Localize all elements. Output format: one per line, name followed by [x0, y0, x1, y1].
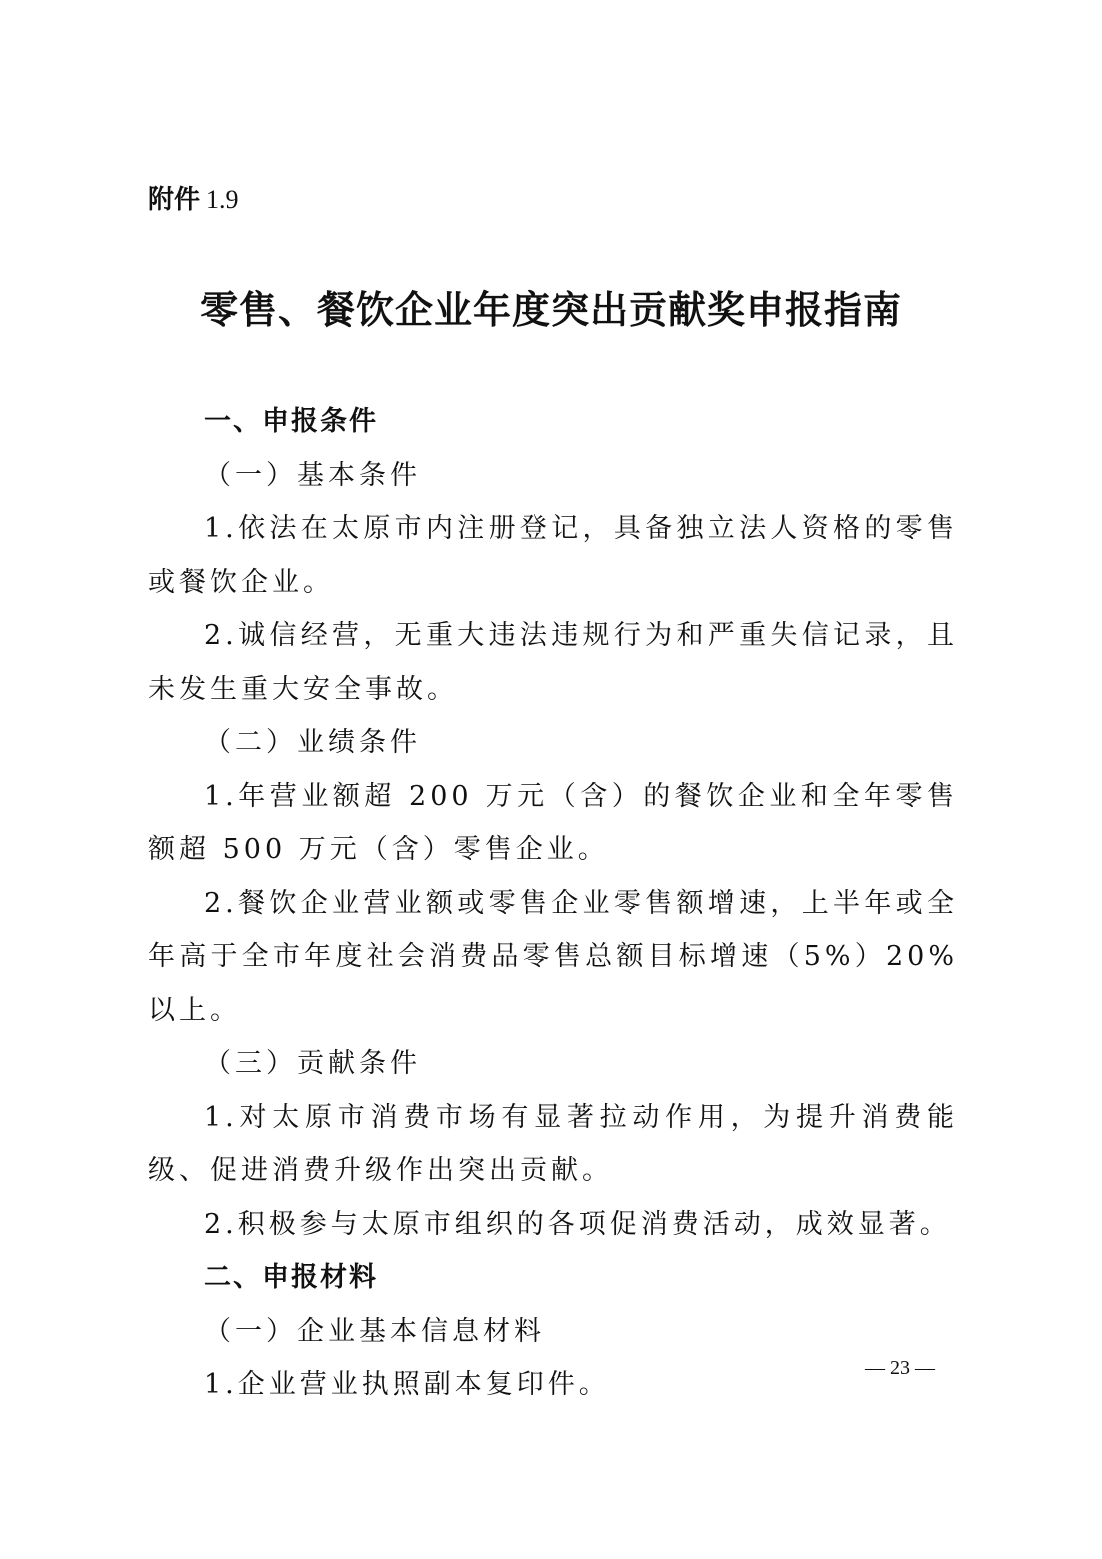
section-heading: 二、申报材料	[204, 1262, 378, 1293]
document-body	[148, 395, 958, 1412]
body-paragraph: 1.依法在太原市内注册登记，具备独立法人资格的零售或餐饮企业。	[148, 513, 958, 598]
subsection-heading: （三）贡献条件	[204, 1048, 421, 1079]
body-paragraph: 1.对太原市消费市场有显著拉动作用，为提升消费能级、促进消费升级作出突出贡献。	[148, 1101, 958, 1186]
subsection-heading: （一）企业基本信息材料	[204, 1315, 545, 1347]
attachment-label	[148, 180, 239, 220]
page-number: — 23 —	[865, 1357, 935, 1379]
attachment-number: 1.9	[206, 185, 239, 214]
section-heading: 一、申报条件	[204, 406, 378, 437]
body-paragraph: 2.积极参与太原市组织的各项促消费活动，成效显著。	[204, 1208, 951, 1240]
body-paragraph: 2.诚信经营，无重大违法违规行为和严重失信记录，且未发生重大安全事故。	[148, 620, 958, 705]
attachment-label-text: 附件	[148, 185, 201, 215]
document-title: 零售、餐饮企业年度突出贡献奖申报指南	[199, 287, 902, 332]
body-paragraph: 2.餐饮企业营业额或零售企业零售额增速，上半年或全年高于全市年度社会消费品零售总额目标增速（5%）20%以上。	[148, 887, 958, 1026]
body-paragraph: 1.企业营业执照副本复印件。	[204, 1369, 610, 1400]
subsection-heading: （一）基本条件	[204, 459, 421, 491]
subsection-heading: （二）业绩条件	[204, 727, 421, 758]
body-paragraph: 1.年营业额超 200 万元（含）的餐饮企业和全年零售额超 500 万元（含）零售企业。	[148, 780, 958, 865]
